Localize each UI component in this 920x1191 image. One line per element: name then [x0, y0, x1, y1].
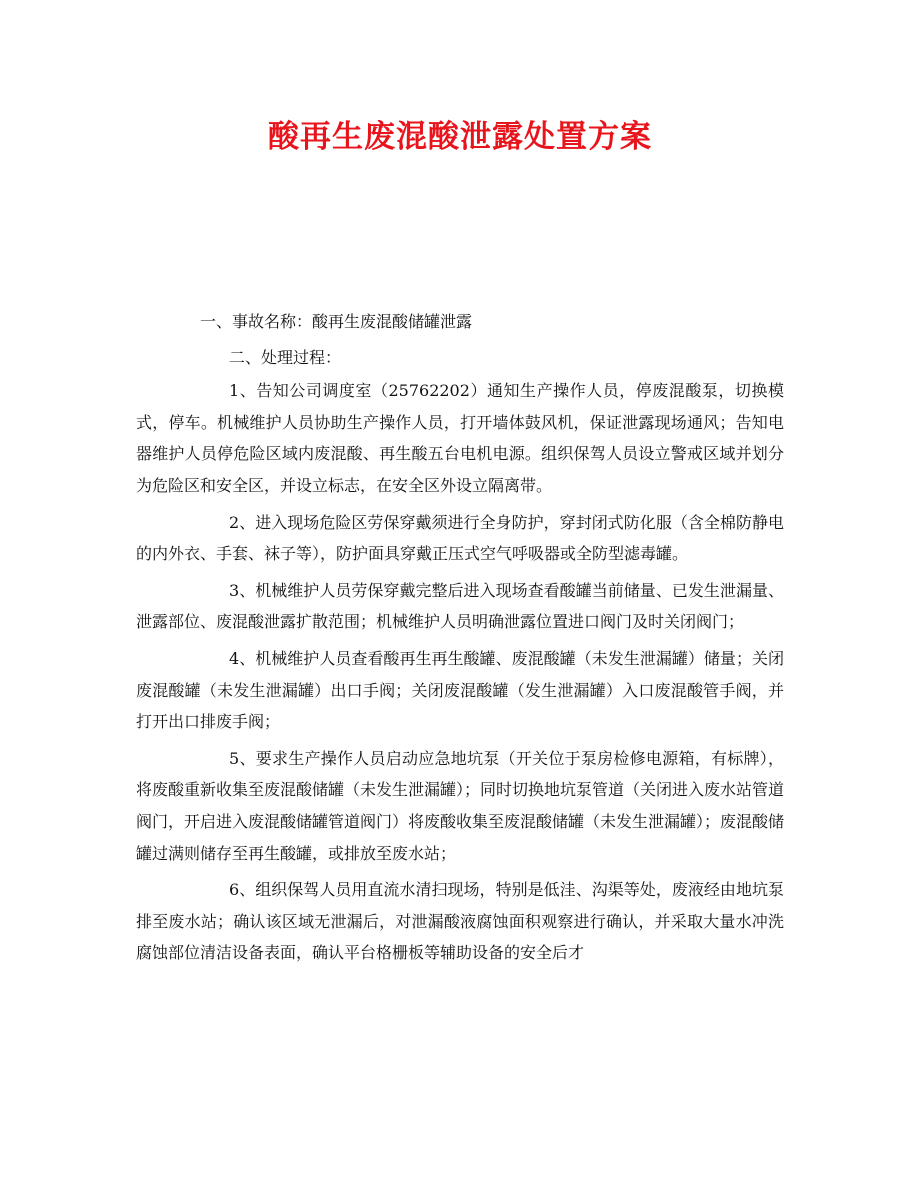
document-title: 酸再生废混酸泄露处置方案 [268, 119, 652, 155]
procedure-step-1: 1、告知公司调度室（25762202）通知生产操作人员，停废混酸泵，切换模式，停车。机械维护人员协助生产操作人员，打开墙体鼓风机，保证泄露现场通风；告知电器维护人员停危险区域内废混酸、再生酸五台电机电源。组织保驾人员设立警戒区域并划分为危险区和安全区，并设立标志，在安全区外设立隔离带。 [136, 381, 784, 495]
procedure-step-6: 6、组织保驾人员用直流水清扫现场，特别是低洼、沟渠等处，废液经由地坑泵排至废水站；确认该区域无泄漏后，对泄漏酸液腐蚀面积观察进行确认，并采取大量水冲洗腐蚀部位清洁设备表面，确认平台格栅板等辅助设备的安全后才 [136, 880, 784, 963]
procedure-step-2: 2、进入现场危险区劳保穿戴须进行全身防护，穿封闭式防化服（含全棉防静电的内外衣、手套、袜子等），防护面具穿戴正压式空气呼吸器或全防型滤毒罐。 [136, 512, 784, 564]
section-heading-procedure: 二、处理过程： [229, 347, 342, 367]
procedure-step-3: 3、机械维护人员劳保穿戴完整后进入现场查看酸罐当前储量、已发生泄漏量、泄露部位、废混酸泄露扩散范围；机械维护人员明确泄露位置进口阀门及时关闭阀门； [136, 580, 784, 632]
procedure-step-5: 5、要求生产操作人员启动应急地坑泵（开关位于泵房检修电源箱，有标牌），将废酸重新收集至废混酸储罐（未发生泄漏罐）；同时切换地坑泵管道（关闭进入废水站管道阀门，开启进入废混酸储罐管道阀门）将废酸收集至废混酸储罐（未发生泄漏罐）；废混酸储罐过满则储存至再生酸罐，或排放至废水站； [136, 748, 785, 863]
document-body [136, 306, 784, 974]
procedure-step-4: 4、机械维护人员查看酸再生再生酸罐、废混酸罐（未发生泄漏罐）储量；关闭废混酸罐（未发生泄漏罐）出口手阀；关闭废混酸罐（发生泄漏罐）入口废混酸管手阀，并打开出口排废手阀； [136, 648, 784, 732]
section-heading-accident-name: 一、事故名称：酸再生废混酸储罐泄露 [200, 312, 473, 331]
